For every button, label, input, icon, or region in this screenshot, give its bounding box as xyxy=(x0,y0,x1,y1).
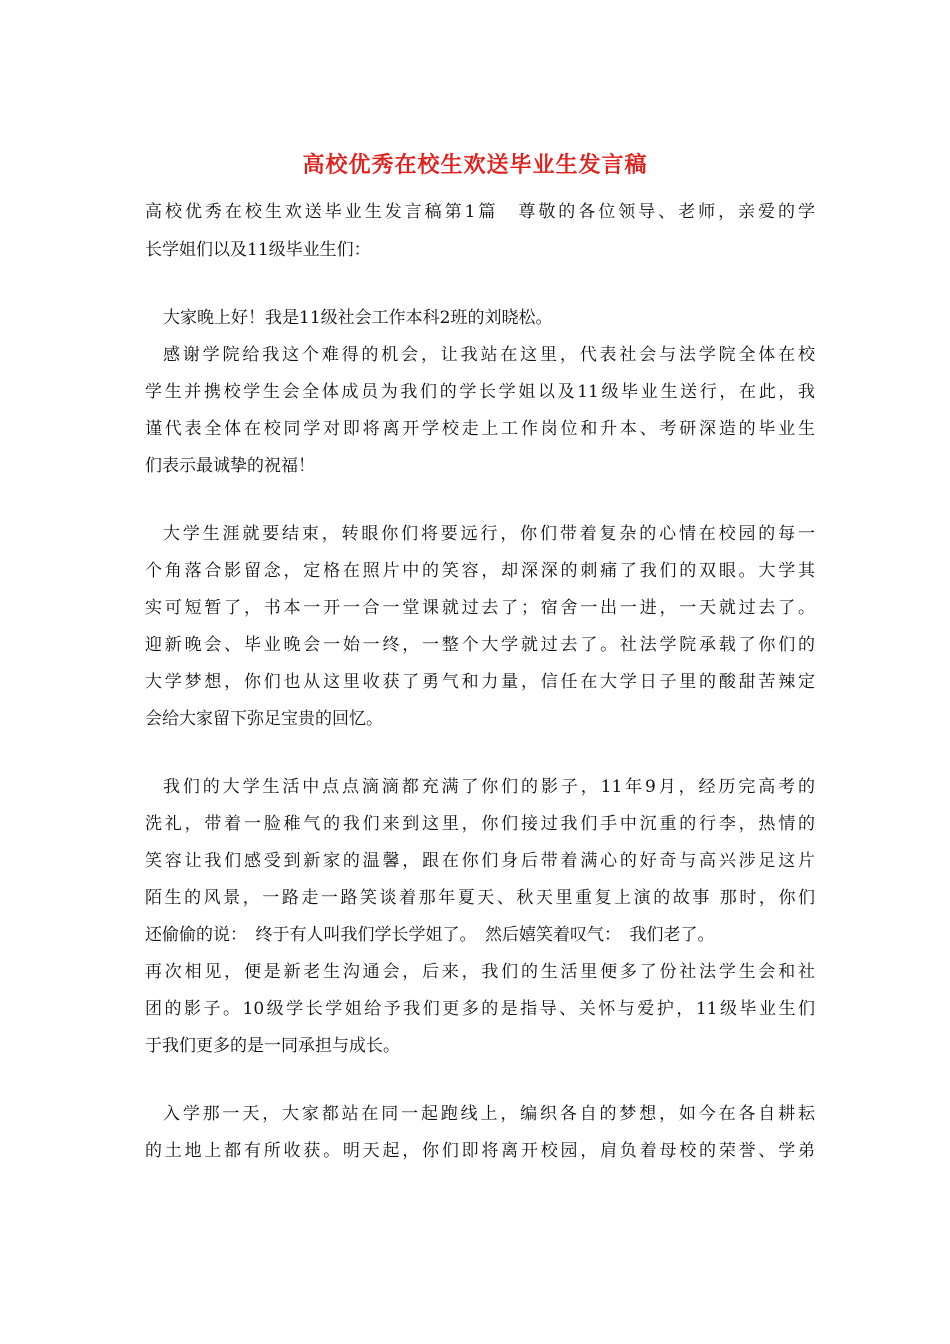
text-line: 高校优秀在校生欢送毕业生发言稿第1篇 尊敬的各位领导、老师，亲爱的学 xyxy=(145,202,815,222)
text-line: 入学那一天，大家都站在同一起跑线上，编织各自的梦想，如今在各自耕耘 xyxy=(163,1104,815,1124)
text-line: 们表示最诚挚的祝福！ xyxy=(145,456,315,476)
text-line: 团的影子。10级学长学姐给予我们更多的是指导、关怀与爱护，11级毕业生们 xyxy=(145,999,815,1019)
document-title: 高校优秀在校生欢送毕业生发言稿 xyxy=(302,152,648,178)
text-line: 大家晚上好！我是11级社会工作本科2班的刘晓松。 xyxy=(163,308,553,328)
text-line: 还偷偷的说： 终于有人叫我们学长学姐了。 然后嬉笑着叹气： 我们老了。 xyxy=(145,925,715,945)
text-line: 个角落合影留念，定格在照片中的笑容，却深深的刺痛了我们的双眼。大学其 xyxy=(145,561,815,581)
text-line: 大学梦想，你们也从这里收获了勇气和力量，信任在大学日子里的酸甜苦辣定 xyxy=(145,672,815,692)
text-line: 再次相见，便是新老生沟通会，后来，我们的生活里便多了份社法学生会和社 xyxy=(145,962,815,982)
text-line: 学生并携校学生会全体成员为我们的学长学姐以及11级毕业生送行，在此，我 xyxy=(145,382,815,402)
text-line: 我们的大学生活中点点滴滴都充满了你们的影子，11年9月，经历完高考的 xyxy=(163,777,815,797)
text-line: 笑容让我们感受到新家的温馨，跟在你们身后带着满心的好奇与高兴涉足这片 xyxy=(145,851,815,871)
text-line: 迎新晚会、毕业晚会一始一终，一整个大学就过去了。社法学院承载了你们的 xyxy=(145,635,815,655)
text-line: 大学生涯就要结束，转眼你们将要远行，你们带着复杂的心情在校园的每一 xyxy=(163,524,815,544)
text-line: 洗礼，带着一脸稚气的我们来到这里，你们接过我们手中沉重的行李，热情的 xyxy=(145,814,815,834)
text-line: 谨代表全体在校同学对即将离开学校走上工作岗位和升本、考研深造的毕业生 xyxy=(145,419,815,439)
text-line: 会给大家留下弥足宝贵的回忆。 xyxy=(145,709,383,729)
text-line: 的土地上都有所收获。明天起，你们即将离开校园，肩负着母校的荣誉、学弟 xyxy=(145,1141,815,1161)
text-line: 长学姐们以及11级毕业生们： xyxy=(145,240,371,260)
text-line: 感谢学院给我这个难得的机会，让我站在这里，代表社会与法学院全体在校 xyxy=(163,345,815,365)
text-line: 陌生的风景，一路走一路笑谈着那年夏天、秋天里重复上演的故事 那时，你们 xyxy=(145,888,815,908)
text-line: 实可短暂了，书本一开一合一堂课就过去了；宿舍一出一进，一天就过去了。 xyxy=(145,598,815,618)
text-line: 于我们更多的是一同承担与成长。 xyxy=(145,1036,400,1056)
